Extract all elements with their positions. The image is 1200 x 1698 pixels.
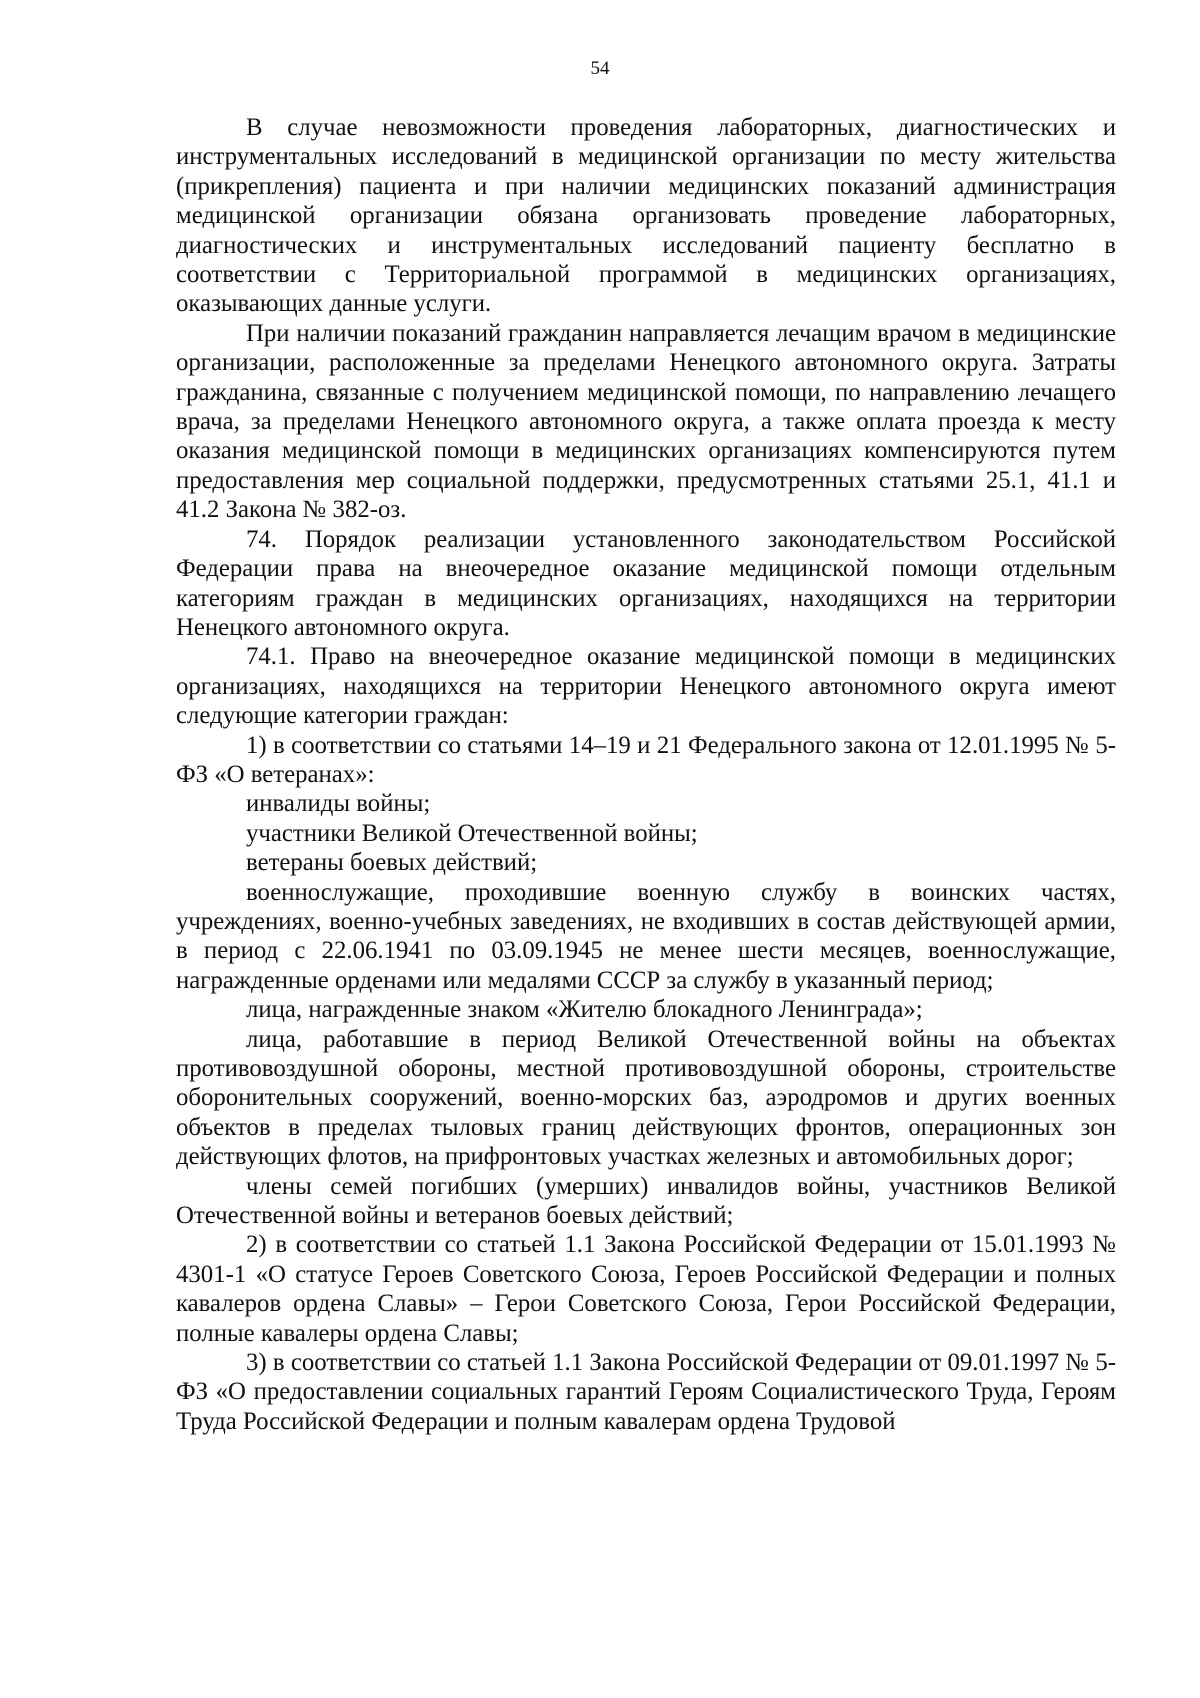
paragraph-item-1-veterans-law: 1) в соответствии со статьями 14–19 и 21 Федерального закона от 12.01.1995 № 5-ФЗ «О ветеранах»: [176, 731, 1116, 788]
paragraph-war-participants: участники Великой Отечественной войны; [246, 819, 698, 847]
paragraph-war-invalids: инвалиды войны; [246, 790, 431, 818]
paragraph-item-2-heroes: 2) в соответствии со статьей 1.1 Закона Российской Федерации от 15.01.1993 № 4301-1 «О статусе Героев Советского Союза, Героев Российской Федерации и полных кавалеров ордена Славы» – Герои Советского Союза, Герои Российской Федерации, полные кавалеры ордена Славы; [176, 1231, 1116, 1347]
paragraph-referral-outside-okrug: При наличии показаний гражданин направляется лечащим врачом в медицинские организации, расположенные за пределами Ненецкого автономного округа. Затраты гражданина, связанные с получением медицинской помощи, по направлению лечащего врача, за пределами Ненецкого автономного округа, а также оплата проезда к месту оказания медицинской помощи в медицинских организациях компенсируются путем предоставления мер социальной поддержки, предусмотренных статьями 25.1, 41.1 и 41.2 Закона № 382-оз. [176, 319, 1116, 524]
paragraph-section-74-1: 74.1. Право на внеочередное оказание медицинской помощи в медицинских организациях, находящихся на территории Ненецкого автономного округа имеют следующие категории граждан: [176, 643, 1116, 730]
paragraph-family-members: члены семей погибших (умерших) инвалидов войны, участников Великой Отечественной войны и ветеранов боевых действий; [176, 1172, 1116, 1230]
document-body [176, 113, 1116, 1436]
paragraph-servicemen: военнослужащие, проходившие военную службу в воинских частях, учреждениях, военно-учебных заведениях, не входивших в состав действующей армии, в период с 22.06.1941 по 03.09.1945 не менее шести месяцев, военнослужащие, награжденные орденами или медалями СССР за службу в указанный период; [176, 878, 1116, 994]
page-number: 54 [590, 58, 610, 79]
paragraph-combat-veterans: ветераны боевых действий; [246, 849, 538, 877]
paragraph-air-defense-workers: лица, работавшие в период Великой Отечественной войны на объектах противовоздушной обороны, местной противовоздушной обороны, строительстве оборонительных сооружений, военно-морских баз, аэродромов и других военных объектов в пределах тыловых границ действующих фронтов, операционных зон действующих флотов, на прифронтовых участках железных и автомобильных дорог; [176, 1025, 1116, 1171]
paragraph-section-74: 74. Порядок реализации установленного законодательством Российской Федерации права на внеочередное оказание медицинской помощи отдельным категориям граждан в медицинских организациях, находящихся на территории Ненецкого автономного округа. [176, 525, 1116, 641]
paragraph-item-3-labor-heroes: 3) в соответствии со статьей 1.1 Закона Российской Федерации от 09.01.1997 № 5-ФЗ «О предоставлении социальных гарантий Героям Социалистического Труда, Героям Труда Российской Федерации и полным кавалерам ордена Трудовой [176, 1349, 1116, 1435]
paragraph-leningrad-siege-badge: лица, награжденные знаком «Жителю блокадного Ленинграда»; [246, 996, 923, 1024]
paragraph-lab-research: В случае невозможности проведения лабораторных, диагностических и инструментальных исследований в медицинской организации по месту жительства (прикрепления) пациента и при наличии медицинских показаний администрация медицинской организации обязана организовать проведение лабораторных, диагностических и инструментальных исследований пациенту бесплатно в соответствии с Территориальной программой в медицинских организациях, оказывающих данные услуги. [176, 114, 1116, 318]
